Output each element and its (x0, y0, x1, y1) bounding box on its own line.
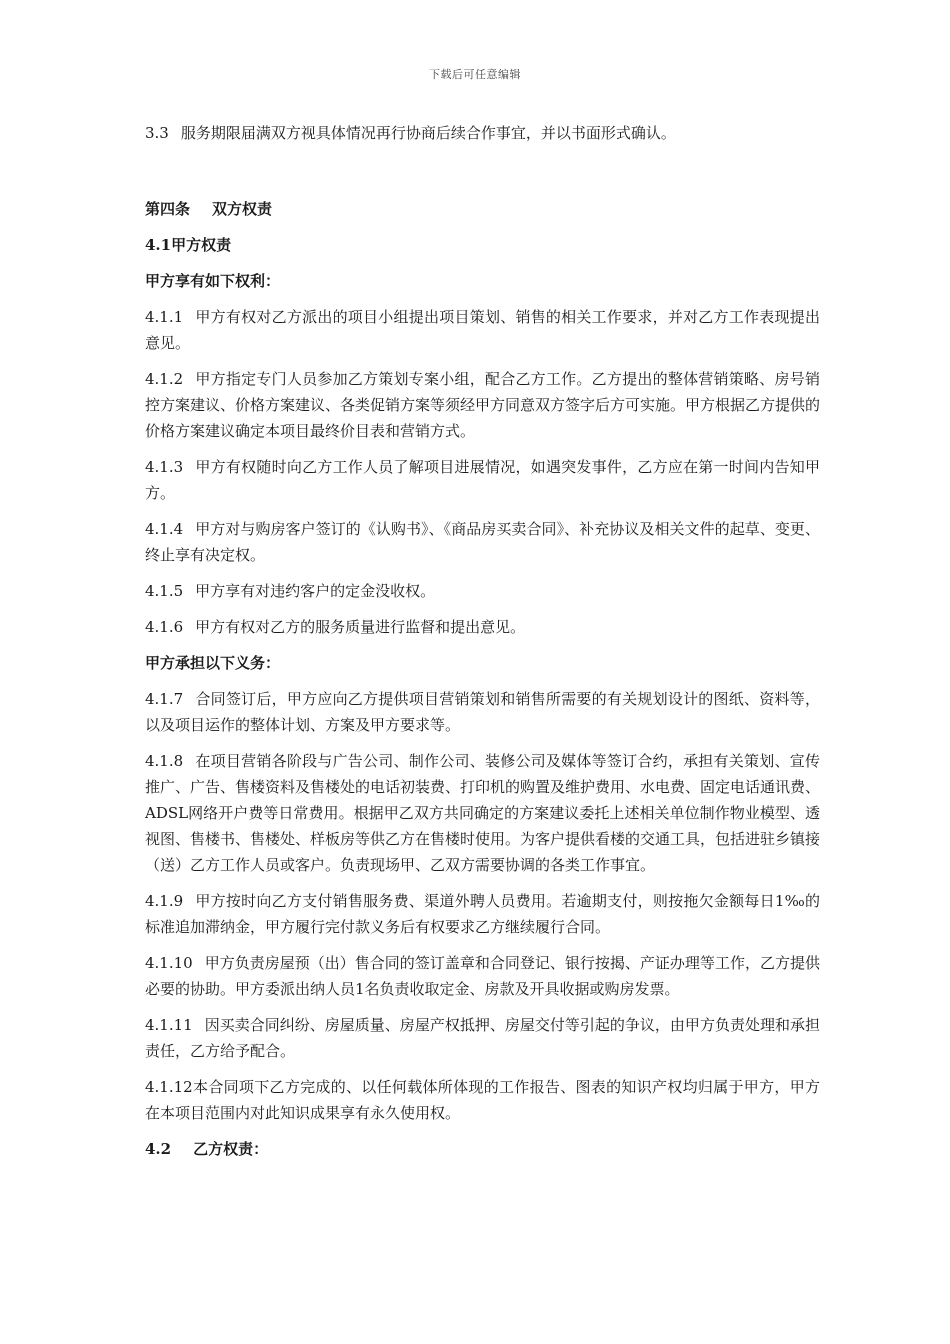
article-number: 第四条 (145, 200, 191, 218)
clause-4-1-10 (145, 950, 820, 1002)
clause-text: 甲方有权随时向乙方工作人员了解项目进展情况，如遇突发事件，乙方应在第一时间内告知甲方。 (145, 458, 820, 502)
document-body (145, 120, 820, 1172)
clause-number: 4.1.6 (145, 618, 184, 636)
section-number: 4.2 (145, 1140, 172, 1158)
clause-text: 在项目营销各阶段与广告公司、制作公司、装修公司及媒体等签订合约，承担有关策划、宣传推广、广告、售楼资料及售楼处的电话初装费、打印机的购置及维护费用、水电费、固定电话通讯费、ADSL网络开户费等日常费用。根据甲乙双方共同确定的方案建议委托上述相关单位制作物业模型、透视图、售楼书、售楼处、样板房等供乙方在售楼时使用。为客户提供看楼的交通工具，包括进驻乡镇接（送）乙方工作人员或客户。负责现场甲、乙双方需要协调的各类工作事宜。 (145, 752, 821, 874)
clause-4-1-12 (145, 1074, 820, 1126)
clause-4-1-11 (145, 1012, 820, 1064)
clause-number: 4.1.1 (145, 308, 184, 326)
clause-4-1-2 (145, 366, 820, 444)
clause-number: 4.1.8 (145, 752, 184, 770)
clause-number: 4.1.12 (145, 1078, 193, 1096)
clause-4-1-7 (145, 686, 820, 738)
clause-text: 甲方享有对违约客户的定金没收权。 (195, 582, 436, 600)
clause-text: 因买卖合同纠纷、房屋质量、房屋产权抵押、房屋交付等引起的争议，由甲方负责处理和承担责任，乙方给予配合。 (145, 1016, 820, 1060)
clause-number: 4.1.5 (145, 582, 184, 600)
rights-heading: 甲方享有如下权利： (145, 272, 281, 290)
clause-4-1-9 (145, 888, 820, 940)
clause-number: 4.1.10 (145, 954, 193, 972)
clause-text: 本合同项下乙方完成的、以任何载体所体现的工作报告、图表的知识产权均归属于甲方，甲方在本项目范围内对此知识成果享有永久使用权。 (145, 1078, 820, 1122)
clause-4-1-5 (145, 578, 820, 604)
clause-4-1-1 (145, 304, 820, 356)
clause-number: 4.1.4 (145, 520, 184, 538)
clause-text: 甲方按时向乙方支付销售服务费、渠道外聘人员费用。若逾期支付，则按拖欠金额每日1‰的标准追加滞纳金，甲方履行完付款义务后有权要求乙方继续履行合同。 (145, 892, 820, 936)
clause-text: 服务期限届满双方视具体情况再行协商后续合作事宜，并以书面形式确认。 (180, 124, 676, 142)
duties-heading: 甲方承担以下义务： (145, 654, 281, 672)
clause-4-1-3 (145, 454, 820, 506)
spacer (145, 156, 820, 196)
clause-number: 4.1.11 (145, 1016, 193, 1034)
clause-4-1-8 (145, 748, 820, 878)
clause-number: 3.3 (145, 124, 169, 142)
clause-text: 合同签订后，甲方应向乙方提供项目营销策划和销售所需要的有关规划设计的图纸、资料等，以及项目运作的整体计划、方案及甲方要求等。 (145, 690, 820, 734)
clause-4-1-6 (145, 614, 820, 640)
clause-text: 甲方有权对乙方的服务质量进行监督和提出意见。 (195, 618, 526, 636)
clause-number: 4.1.7 (145, 690, 184, 708)
clause-text: 甲方负责房屋预（出）售合同的签订盖章和合同登记、银行按揭、产证办理等工作，乙方提供必要的协助。甲方委派出纳人员1名负责收取定金、房款及开具收据或购房发票。 (145, 954, 820, 998)
article-heading (145, 196, 820, 222)
clause-number: 4.1.2 (145, 370, 184, 388)
clause-number: 4.1.9 (145, 892, 184, 910)
clause-text: 甲方指定专门人员参加乙方策划专案小组，配合乙方工作。乙方提出的整体营销策略、房号销控方案建议、价格方案建议、各类促销方案等须经甲方同意双方签字后方可实施。甲方根据乙方提供的价格方案建议确定本项目最终价目表和营销方式。 (145, 370, 821, 440)
clause-number: 4.1.3 (145, 458, 184, 476)
section-heading-4-2 (145, 1136, 820, 1162)
clause-text: 甲方对与购房客户签订的《认购书》、《商品房买卖合同》、补充协议及相关文件的起草、变更、终止享有决定权。 (145, 520, 820, 564)
section-heading-4-1: 4.1甲方权责 (145, 236, 232, 254)
clause-text: 甲方有权对乙方派出的项目小组提出项目策划、销售的相关工作要求，并对乙方工作表现提出意见。 (145, 308, 820, 352)
article-title: 双方权责 (212, 200, 273, 218)
clause-4-1-4 (145, 516, 820, 568)
clause-3-3 (145, 120, 820, 146)
section-title: 乙方权责： (193, 1140, 269, 1158)
page-header: 下载后可任意编辑 (429, 68, 521, 81)
